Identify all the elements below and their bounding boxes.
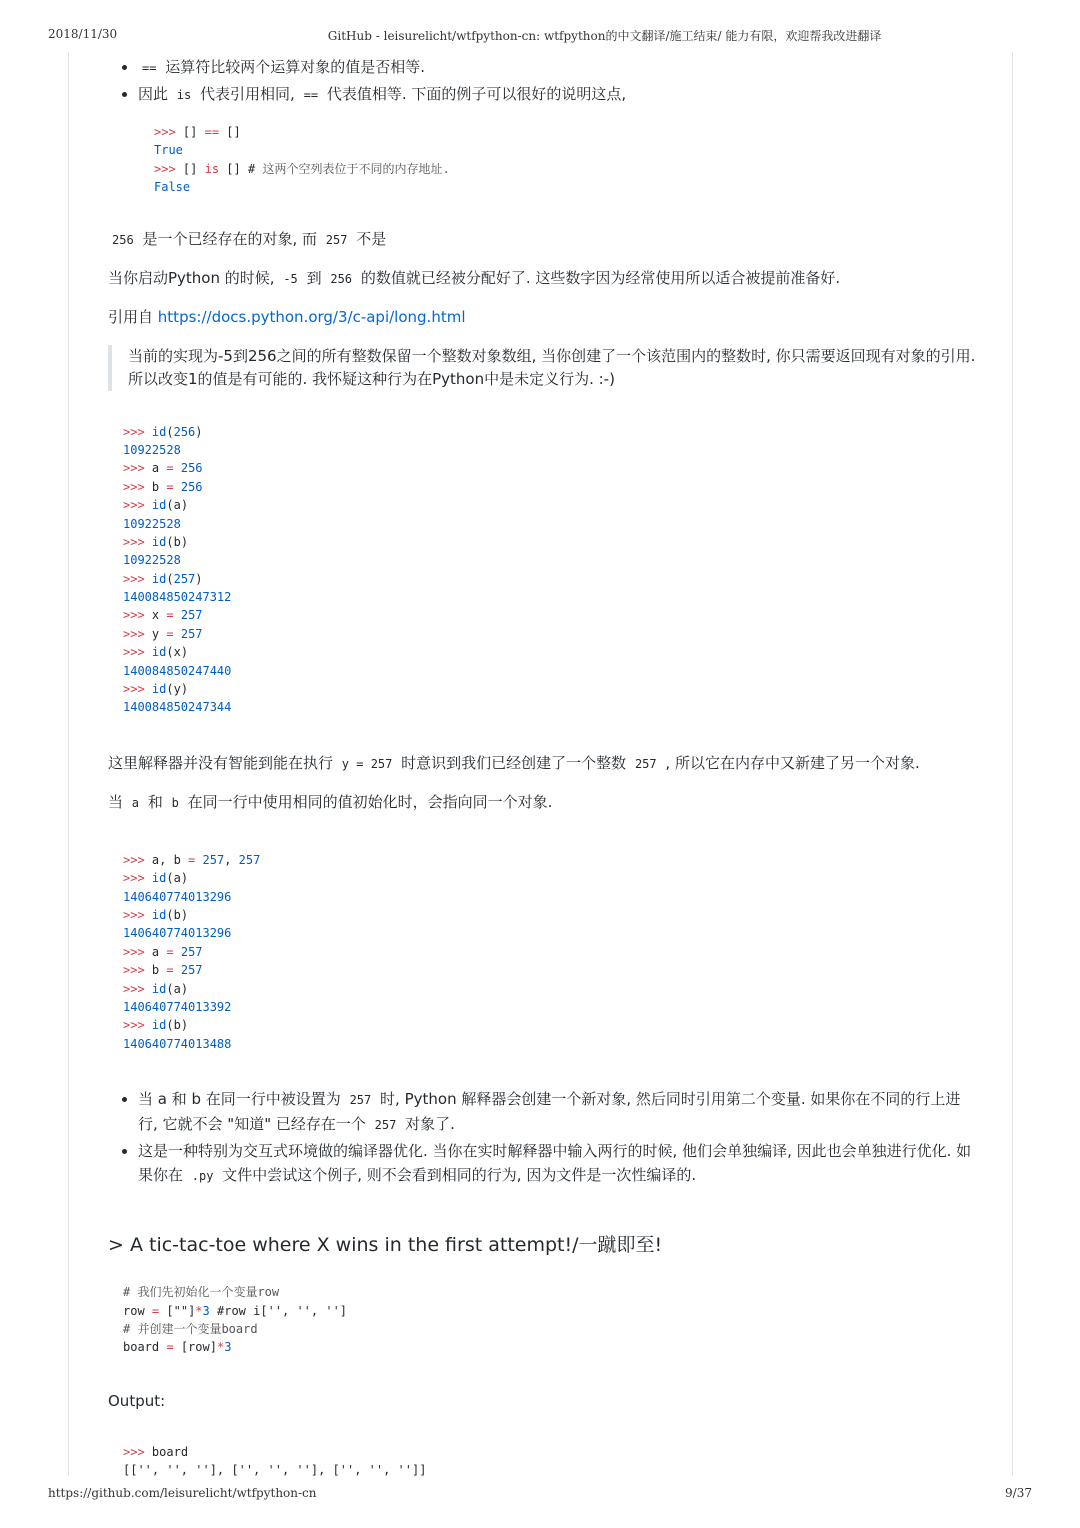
code-text: [] # [226, 161, 256, 176]
code-text: [] [182, 125, 198, 139]
prompt: >>> [123, 498, 145, 513]
code-input-line [123, 961, 978, 979]
paragraph-interpreter [108, 751, 978, 776]
article-content [108, 52, 978, 1479]
code-text: id(b) [151, 534, 189, 549]
operator: * [216, 1340, 225, 1355]
code-text: id(256) [151, 424, 203, 439]
code-comment: # 并创建一个变量board [123, 1321, 258, 1336]
number: 3 [202, 1303, 210, 1318]
code-text: [row] [180, 1340, 217, 1355]
prompt: >>> [123, 645, 145, 660]
code-input-line [123, 459, 978, 477]
list-item [138, 1087, 978, 1137]
prompt: >>> [123, 871, 145, 886]
paragraph-text: 时意识到我们已经创建了一个整数 [401, 753, 627, 772]
bullet-list-equality [108, 55, 978, 107]
code-input-line [123, 625, 978, 643]
code-text: id(a) [151, 498, 189, 513]
code-input-line [123, 643, 978, 661]
operator: == [204, 125, 220, 139]
print-page-number: 9/37 [1005, 1486, 1032, 1500]
prompt: >>> [123, 626, 145, 641]
prompt: >>> [123, 1444, 145, 1459]
code-input-line [123, 1016, 978, 1034]
inline-code: == [142, 61, 157, 75]
code-block-ids [123, 423, 978, 717]
prompt: >>> [123, 461, 145, 476]
operator: is [204, 161, 220, 176]
code-text: id(x) [151, 645, 189, 660]
code-input-line [123, 869, 978, 887]
code-text: id(a) [151, 981, 189, 996]
code-input-line [123, 606, 978, 624]
prompt: >>> [123, 534, 145, 549]
operator: = [151, 1303, 160, 1318]
paragraph-text: 和 [147, 792, 163, 811]
paragraph-text: , 所以它在内存中又新建了另一个对象. [665, 753, 920, 772]
code-output: 140084850247312 [123, 590, 232, 605]
list-item [138, 82, 978, 107]
print-header [48, 27, 1032, 44]
code-output: [['', '', ''], ['', '', ''], ['', '', '']] [123, 1463, 427, 1478]
quote-text: 当前的实现为-5到256之间的所有整数保留一个整数对象数组, 当你创建了一个该范围内的整数时, 你只需要返回现有对象的引用. 所以改变1的值是有可能的. 我怀疑这种行为在Python中是未定义行为. :-) [128, 346, 976, 388]
code-input-line [123, 680, 978, 698]
code-input-line [123, 943, 978, 961]
prompt: >>> [123, 944, 145, 959]
code-text: a = 256 [151, 461, 203, 476]
paragraph-256 [108, 227, 978, 252]
code-output: True [154, 143, 183, 158]
code-input-line [123, 906, 978, 924]
code-output: 140640774013296 [123, 926, 232, 941]
inline-code: == [303, 88, 319, 102]
inline-code: 257 [325, 232, 348, 247]
prompt: >>> [123, 907, 145, 922]
inline-code: a [131, 795, 140, 810]
paragraph-text: 引用自 [108, 307, 154, 326]
paragraph-text: 当你启动Python 的时候, [108, 268, 275, 287]
code-text: b = 256 [151, 479, 203, 494]
code-text: board [151, 1444, 189, 1459]
prompt: >>> [123, 1018, 145, 1033]
code-text: id(b) [151, 907, 189, 922]
bullet-list-explanation [108, 1087, 978, 1188]
content-border-left [68, 52, 69, 1476]
paragraph-text: 是一个已经存在的对象, 而 [142, 229, 318, 248]
paragraph-text: 到 [306, 268, 322, 287]
list-item-text: 时, Python 解释器会创建一个新对象, 然后同时引用第二个变量. 如果你在不同的行上进行, 它就不会 "知道" 已经存在一个 [138, 1090, 961, 1134]
code-text: board [123, 1340, 160, 1355]
inline-code: -5 [283, 271, 298, 286]
blockquote [108, 345, 978, 391]
code-text: [] [226, 125, 241, 139]
prompt: >>> [123, 479, 145, 494]
code-input-line [123, 980, 978, 998]
code-output: False [154, 180, 191, 195]
paragraph-reference [108, 305, 978, 329]
code-output: 140084850247440 [123, 663, 232, 678]
code-input-line [123, 496, 978, 514]
paragraph-same-line [108, 790, 978, 815]
inline-code: .py [191, 1169, 214, 1184]
code-output: 140640774013392 [123, 999, 232, 1014]
paragraph-text: 当 [108, 792, 124, 811]
code-output: 10922528 [123, 516, 181, 531]
list-item-text: 运算符比较两个运算对象的值是否相等. [165, 58, 426, 76]
code-block-same-line [123, 851, 978, 1053]
list-item-text: 因此 [138, 85, 169, 103]
inline-code: is [176, 88, 192, 102]
code-output: 10922528 [123, 442, 181, 457]
code-text: [""] [166, 1303, 196, 1318]
list-item [138, 55, 978, 80]
list-item-text: 代表值相等. 下面的例子可以很好的说明这点, [326, 85, 627, 103]
inline-code: 256 [330, 271, 353, 286]
print-title: GitHub - leisurelicht/wtfpython-cn: wtfpython的中文翻译/施工结束/ 能力有限，欢迎帮我改进翻译 [327, 29, 882, 43]
prompt: >>> [123, 852, 145, 867]
code-text: x = 257 [151, 608, 203, 623]
code-input-line [123, 570, 978, 588]
prompt: >>> [123, 682, 145, 697]
code-comment: 这两个空列表位于不同的内存地址. [262, 161, 450, 176]
inline-code: 257 [374, 1118, 397, 1133]
print-footer [48, 1486, 1032, 1500]
code-input-line [123, 478, 978, 496]
list-item-text: 文件中尝试这个例子, 则不会看到相同的行为, 因为文件是一次性编译的. [222, 1166, 697, 1185]
list-item [138, 1139, 978, 1188]
code-input-line [123, 533, 978, 551]
paragraph-text: 的数值就已经被分配好了. 这些数字因为经常使用所以适合被提前准备好. [360, 268, 841, 287]
paragraph-text: 这里解释器并没有智能到能在执行 [108, 753, 334, 772]
output-label: Output: [108, 1391, 166, 1410]
paragraph-text: 在同一行中使用相同的值初始化时，会指向同一个对象. [187, 792, 553, 811]
operator: * [195, 1303, 203, 1318]
prompt: >>> [123, 963, 145, 978]
inline-code: 257 [634, 756, 657, 771]
code-text: id(y) [151, 682, 189, 697]
code-text: y = 257 [151, 626, 203, 641]
code-text: id(257) [151, 571, 203, 586]
prompt: >>> [123, 571, 145, 586]
code-output: 140084850247344 [123, 700, 232, 715]
code-block-board-init [123, 1283, 978, 1357]
list-item-text: 当 a 和 b 在同一行中被设置为 [138, 1090, 341, 1109]
number: 3 [224, 1340, 232, 1355]
inline-code: b [171, 795, 179, 810]
content-border-right [1012, 52, 1013, 1476]
code-output: 10922528 [123, 553, 181, 568]
code-comment: #row i['', '', ''] [209, 1303, 348, 1318]
prompt: >>> [154, 125, 176, 139]
list-item-text: 代表引用相同, [200, 85, 295, 103]
list-item-text: 对象了. [405, 1115, 455, 1134]
inline-code: 257 [349, 1093, 372, 1108]
code-text: [] [182, 161, 198, 176]
code-text: id(a) [151, 871, 189, 886]
docs-link[interactable]: https://docs.python.org/3/c-api/long.html [157, 307, 466, 326]
code-output: 140640774013488 [123, 1036, 232, 1051]
code-text: b = 257 [151, 963, 203, 978]
prompt: >>> [123, 608, 145, 623]
list-item-text: 这是一种特别为交互式环境做的编译器优化. 当你在实时解释器中输入两行的时候, 他们会单独编译, 因此也会单独进行优化. 如果你在 [138, 1142, 972, 1185]
prompt: >>> [123, 424, 145, 439]
paragraph-startup [108, 266, 978, 291]
code-block-is-vs-eq [154, 123, 978, 197]
paragraph-text: 不是 [356, 229, 387, 248]
code-comment: # 我们先初始化一个变量row [123, 1285, 280, 1300]
code-text: row [123, 1303, 145, 1318]
code-text: a, b = 257, 257 [151, 852, 261, 867]
inline-code: y = 257 [341, 756, 393, 771]
code-block-board-output [123, 1443, 978, 1480]
code-text: a = 257 [151, 944, 203, 959]
prompt: >>> [123, 981, 145, 996]
code-input-line [123, 851, 978, 869]
code-text: id(b) [151, 1018, 189, 1033]
inline-code: 256 [112, 232, 134, 247]
print-date: 2018/11/30 [48, 27, 118, 41]
prompt: >>> [154, 161, 176, 176]
code-input-line [123, 423, 978, 441]
operator: = [166, 1340, 174, 1355]
code-output: 140640774013296 [123, 889, 232, 904]
section-heading: > A tic-tac-toe where X wins in the first attempt!/一蹴即至! [108, 1234, 663, 1257]
print-url: https://github.com/leisurelicht/wtfpython-cn [48, 1486, 317, 1500]
